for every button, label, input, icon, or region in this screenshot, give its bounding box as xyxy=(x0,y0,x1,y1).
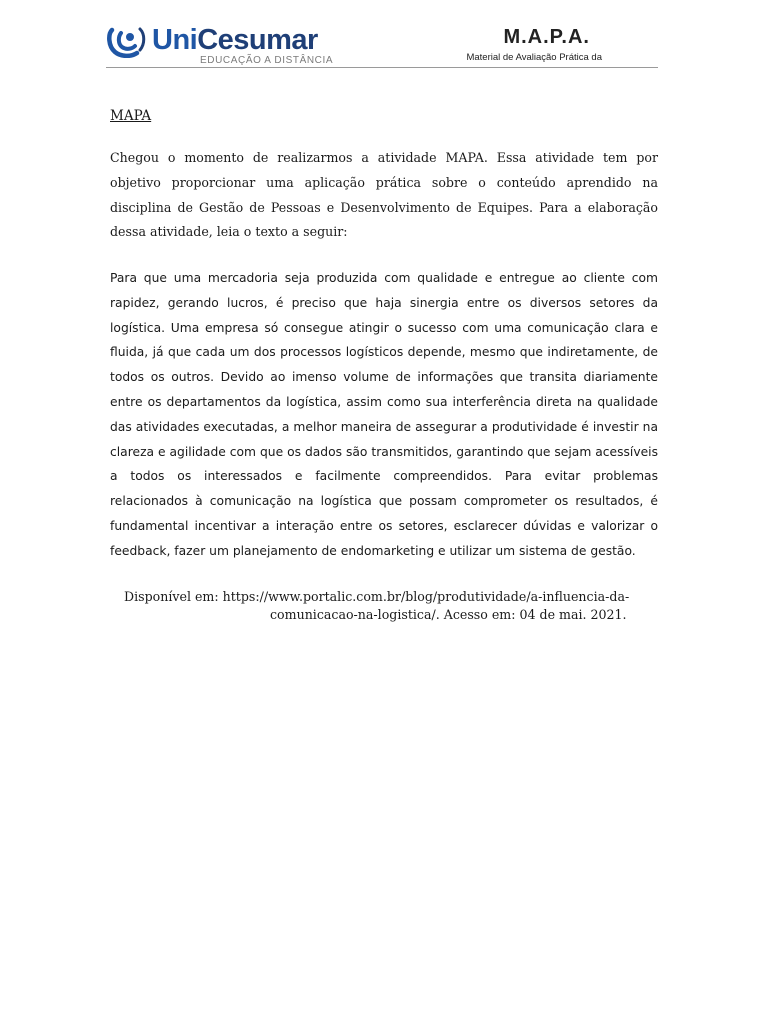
quoted-text-paragraph: Para que uma mercadoria seja produzida com qualidade e entregue ao cliente com rapidez, gerando lucros, é preciso que haja sinergia entre os diversos setores da logística. Uma empresa só consegue atingir o sucesso com uma comunicação clara e fluida, já que cada um dos processos logísticos depende, mesmo que indiretamente, de todos os outros. Devido ao imenso volume de informações que transita diariamente entre os departamentos da logística, assim como sua interferência direta na qualidade das atividades executadas, a melhor maneira de assegurar a produtividade é investir na clareza e agilidade com que os dados são transmitidos, garantindo que sejam acessíveis a todos os interessados e facilmente compreendidos. Para evitar problemas relacionados à comunicação na logística que possam comprometer os resultados, é fundamental incentivar a interação entre os setores, esclarecer dúvidas e valorizar o feedback, fazer um planejamento de endomarketing e utilizar um sistema de gestão. xyxy=(110,271,658,558)
brand-name xyxy=(152,24,318,56)
document-title: M.A.P.A. xyxy=(503,26,590,48)
source-citation xyxy=(110,588,658,624)
page-header xyxy=(106,22,658,68)
source-citation-line-2: comunicacao-na-logistica/. Acesso em: 04 de mai. 2021. xyxy=(270,607,627,622)
brand-tagline: EDUCAÇÃO A DISTÂNCIA xyxy=(200,55,334,66)
intro-paragraph: Chegou o momento de realizarmos a atividade MAPA. Essa atividade tem por objetivo proporcionar uma aplicação prática sobre o conteúdo aprendido na disciplina de Gestão de Pessoas e Desenvolvimento de Equipes. Para a elaboração dessa atividade, leia o texto a seguir: xyxy=(110,150,658,240)
document-subtitle: Material de Avaliação Prática da xyxy=(466,52,602,63)
section-heading: MAPA xyxy=(110,108,152,124)
unicesumar-logo-icon xyxy=(106,24,150,58)
unicesumar-logo xyxy=(106,22,334,67)
source-citation-line-1: Disponível em: https://www.portalic.com.br/blog/produtividade/a-influencia-da- xyxy=(124,589,630,604)
brand-suffix: Cesumar xyxy=(197,24,318,56)
brand-prefix: Uni xyxy=(152,24,198,56)
